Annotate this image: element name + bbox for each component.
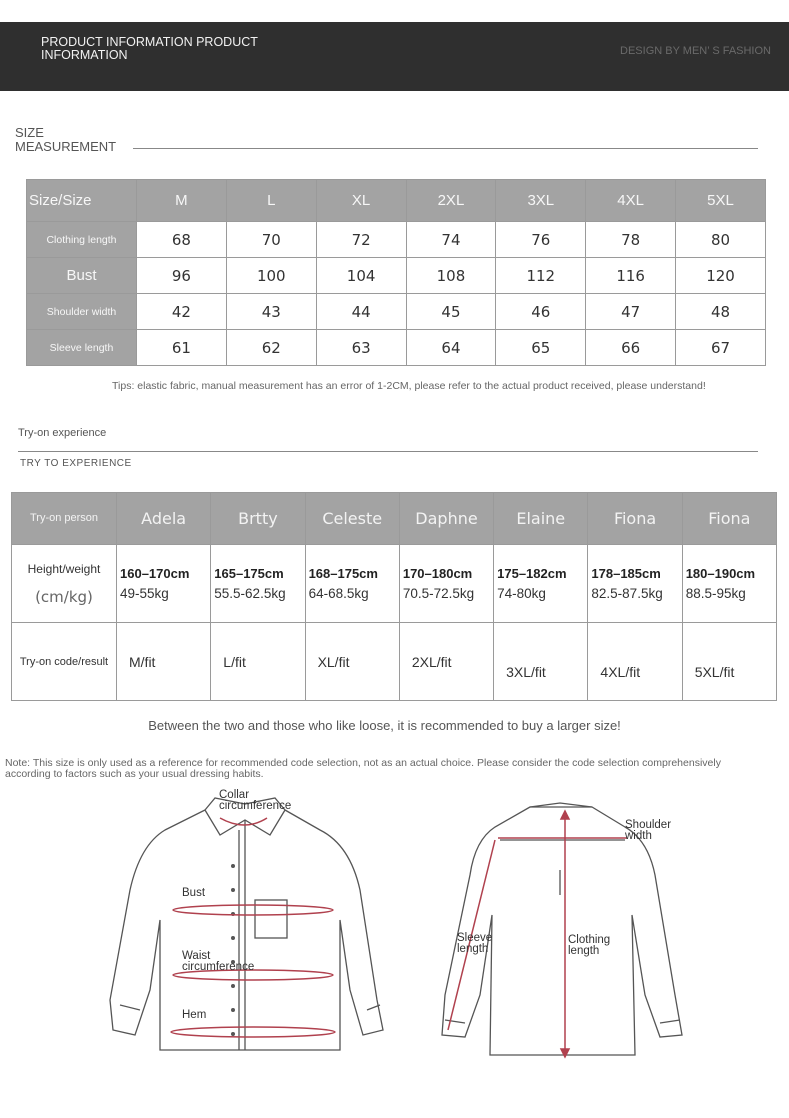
measurement-tips: Tips: elastic fabric, manual measurement has an error of 1-2CM, please refer to the actual product received, please understand! (112, 380, 706, 392)
table-cell: 108 (406, 258, 496, 294)
table-row (12, 545, 777, 623)
table-cell: 116 (586, 258, 676, 294)
person-name: Celeste (305, 493, 399, 545)
table-cell: 61 (137, 330, 227, 366)
table-cell: 43 (226, 294, 316, 330)
table-cell (305, 545, 399, 623)
tryon-header-row (12, 493, 777, 545)
fit-result: 3XL/fit (494, 623, 588, 701)
waist-label: Waist circumference (182, 950, 255, 973)
table-cell (588, 545, 682, 623)
table-row (27, 330, 766, 366)
size-section-title: SIZE MEASUREMENT (15, 125, 117, 154)
tryon-label: Try-on experience (18, 427, 107, 439)
table-row (12, 623, 777, 701)
table-cell: 76 (496, 222, 586, 258)
weight-value: 88.5-95kg (685, 586, 746, 601)
tryon-subtitle: TRY TO EXPERIENCE (20, 458, 132, 469)
fit-result: M/fit (117, 623, 211, 701)
table-row (27, 258, 766, 294)
table-cell: 65 (496, 330, 586, 366)
collar-label: Collar circumference (219, 789, 292, 812)
tryon-code-label: Try-on code/result (12, 623, 117, 701)
size-header: M (137, 180, 227, 222)
fit-result: L/fit (211, 623, 305, 701)
table-row (27, 222, 766, 258)
table-cell: 47 (586, 294, 676, 330)
size-header-row (27, 180, 766, 222)
person-name: Fiona (682, 493, 776, 545)
height-value: 178–185cm (591, 566, 661, 581)
size-corner-label: Size/Size (27, 180, 137, 222)
table-cell (117, 545, 211, 623)
table-cell: 70 (226, 222, 316, 258)
height-weight-label (12, 545, 117, 623)
table-cell: 64 (406, 330, 496, 366)
weight-value: 64-68.5kg (308, 586, 369, 601)
clothing-length-label: Clothing length (568, 934, 611, 957)
person-name: Adela (117, 493, 211, 545)
shirt-front-diagram (105, 790, 385, 1060)
table-cell: 96 (137, 258, 227, 294)
size-header: XL (316, 180, 406, 222)
divider (18, 451, 758, 452)
table-cell: 80 (676, 222, 766, 258)
table-cell (682, 545, 776, 623)
size-header: 5XL (676, 180, 766, 222)
row-label-sleeve-length: Sleeve length (27, 330, 137, 366)
person-name: Brtty (211, 493, 305, 545)
weight-value: 55.5-62.5kg (214, 586, 286, 601)
bust-label: Bust (182, 887, 206, 899)
person-name: Daphne (399, 493, 493, 545)
table-cell: 46 (496, 294, 586, 330)
fit-result: 2XL/fit (399, 623, 493, 701)
shirt-body-outline (110, 810, 383, 1050)
person-name: Fiona (588, 493, 682, 545)
table-cell (211, 545, 305, 623)
banner-title: PRODUCT INFORMATION PRODUCT INFORMATION (41, 35, 258, 62)
table-cell: 78 (586, 222, 676, 258)
row-label-clothing-length: Clothing length (27, 222, 137, 258)
table-cell: 63 (316, 330, 406, 366)
shirt-back-outline (442, 807, 682, 1055)
shoulder-label: Shoulder width (625, 819, 672, 842)
height-value: 168–175cm (308, 566, 378, 581)
row-label-bust: Bust (27, 258, 137, 294)
fit-result: 4XL/fit (588, 623, 682, 701)
weight-value: 74-80kg (497, 586, 546, 601)
table-cell: 45 (406, 294, 496, 330)
fit-result: 5XL/fit (682, 623, 776, 701)
height-weight-text: Height/weight (27, 561, 101, 576)
height-value: 165–175cm (214, 566, 284, 581)
table-cell: 42 (137, 294, 227, 330)
table-cell: 100 (226, 258, 316, 294)
table-cell: 68 (137, 222, 227, 258)
size-header: 3XL (496, 180, 586, 222)
table-cell: 66 (586, 330, 676, 366)
table-cell: 62 (226, 330, 316, 366)
button-dots (231, 864, 235, 1036)
size-recommendation: Between the two and those who like loose, it is recommended to buy a larger size! (148, 718, 621, 733)
table-cell (494, 545, 588, 623)
size-note: Note: This size is only used as a reference for recommended code selection, not as an actual choice. Please consider the code selection comprehensively according to factors such as your usual dressing habits. (5, 757, 721, 780)
table-cell: 74 (406, 222, 496, 258)
table-cell: 104 (316, 258, 406, 294)
height-value: 170–180cm (402, 566, 473, 581)
table-cell: 112 (496, 258, 586, 294)
bust-measure-line (173, 905, 333, 915)
tryon-corner-label: Try-on person (12, 493, 117, 545)
table-cell: 44 (316, 294, 406, 330)
row-label-shoulder-width: Shoulder width (27, 294, 137, 330)
height-value: 160–170cm (120, 566, 190, 581)
banner-subtitle: DESIGN BY MEN’ S FASHION (620, 45, 771, 57)
size-header: 4XL (586, 180, 676, 222)
fit-result: XL/fit (305, 623, 399, 701)
table-cell (399, 545, 493, 623)
table-cell: 48 (676, 294, 766, 330)
size-table (26, 179, 766, 366)
table-cell: 120 (676, 258, 766, 294)
person-name: Elaine (494, 493, 588, 545)
table-row (27, 294, 766, 330)
height-value: 180–190cm (685, 566, 756, 581)
weight-value: 49-55kg (120, 586, 169, 601)
height-value: 175–182cm (497, 566, 567, 581)
hem-measure-line (171, 1027, 335, 1037)
divider (133, 148, 758, 149)
tryon-table (11, 492, 777, 701)
hem-label: Hem (182, 1009, 207, 1021)
height-weight-unit: (cm/kg) (35, 587, 93, 606)
table-cell: 67 (676, 330, 766, 366)
table-cell: 72 (316, 222, 406, 258)
weight-value: 82.5-87.5kg (591, 586, 663, 601)
sleeve-label: Sleeve length (457, 932, 493, 955)
weight-value: 70.5-72.5kg (402, 586, 475, 601)
size-header: 2XL (406, 180, 496, 222)
size-header: L (226, 180, 316, 222)
